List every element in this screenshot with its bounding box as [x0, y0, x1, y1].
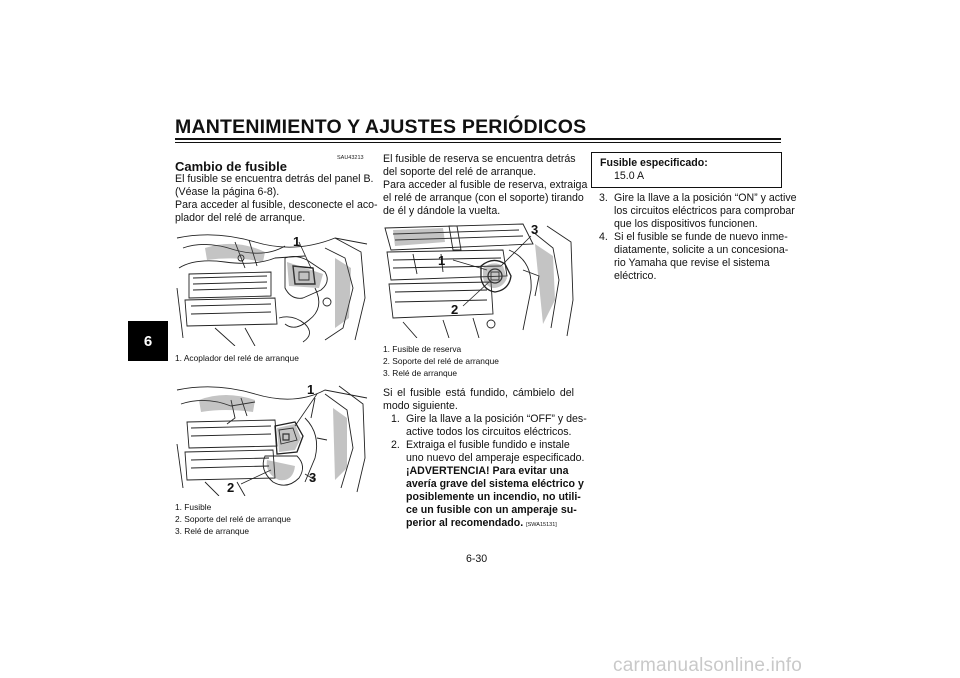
list-item — [391, 413, 587, 426]
step-text: Gire la llave a la posición “ON” y active — [614, 192, 797, 204]
warning-text: ¡ADVERTENCIA! Para evitar una — [406, 465, 569, 477]
warning-line — [391, 504, 575, 517]
text-line: plador del relé de arranque. — [175, 212, 306, 224]
step-number: 3. — [599, 192, 608, 204]
chapter-tab: 6 — [128, 321, 168, 361]
callout-label: 3 — [531, 222, 539, 237]
caption-line: 2. Soporte del relé de arranque — [175, 514, 291, 524]
figure-caption — [175, 352, 299, 364]
step-text: diatamente, solicite a un concesiona- — [614, 244, 789, 256]
caption-line: 3. Relé de arranque — [175, 526, 250, 536]
callout-label: 3 — [309, 470, 317, 485]
page-number: 6-30 — [466, 553, 488, 565]
caption-line: 3. Relé de arranque — [383, 368, 458, 378]
step-number: 2. — [391, 439, 400, 451]
figure-illustration — [175, 228, 369, 346]
list-item-cont — [391, 426, 575, 439]
figure-reserve-fuse — [383, 220, 575, 338]
text-line: del soporte del relé de arranque. — [383, 166, 537, 178]
step-text: Extraiga el fusible fundido e instale — [406, 439, 570, 451]
text-line: El fusible se encuentra detrás del panel B. — [175, 173, 374, 185]
reserve-fuse-paragraph — [383, 153, 588, 218]
text-line: Para acceder al fusible de reserva, extraiga — [383, 179, 588, 191]
caption-line: 2. Soporte del relé de arranque — [383, 356, 499, 366]
list-item-cont — [599, 205, 795, 218]
text-line: el relé de arranque (con el soporte) tirando — [383, 192, 584, 204]
text-line: Para acceder al fusible, desconecte el aco- — [175, 199, 378, 211]
replace-intro — [383, 387, 574, 413]
figure-illustration — [175, 378, 369, 496]
warning-text — [406, 517, 557, 532]
text-line: de él y dándole la vuelta. — [383, 205, 501, 217]
list-item — [599, 231, 788, 244]
step-text: que los dispositivos funcionen. — [614, 218, 758, 230]
section-heading: Cambio de fusible — [175, 159, 287, 174]
header-rule-thin — [175, 142, 781, 143]
figure-caption — [383, 343, 499, 379]
warning-line — [391, 517, 575, 530]
intro-paragraph — [175, 173, 378, 225]
step-text: los circuitos eléctricos para comprobar — [614, 205, 795, 217]
warning-text: posiblemente un incendio, no utili- — [406, 491, 581, 503]
steps-list — [391, 413, 587, 530]
list-item-cont — [599, 218, 781, 231]
list-item-cont — [391, 452, 585, 465]
step-text: uno nuevo del amperaje especificado. — [406, 452, 585, 464]
text-line: Si el fusible está fundido, cámbielo del — [383, 387, 574, 399]
page-title: MANTENIMIENTO Y AJUSTES PERIÓDICOS — [175, 116, 587, 138]
warning-code: [SWA15131] — [526, 522, 557, 528]
list-item-cont — [599, 257, 781, 270]
step-text: rio Yamaha que revise el sistema — [614, 257, 770, 269]
step-number: 4. — [599, 231, 608, 243]
steps-list-continued — [599, 192, 797, 283]
warning-line — [391, 465, 575, 478]
step-text: eléctrico. — [614, 270, 657, 282]
figure-caption — [175, 501, 291, 537]
text-line: modo siguiente. — [383, 400, 458, 412]
text-line: (Véase la página 6-8). — [175, 186, 280, 198]
step-text: active todos los circuitos eléctricos. — [406, 426, 572, 438]
callout-label: 2 — [451, 302, 459, 317]
step-text: Si el fusible se funde de nuevo inme- — [614, 231, 788, 243]
text-line: El fusible de reserva se encuentra detrás — [383, 153, 576, 165]
warning-line — [391, 491, 581, 504]
step-number: 1. — [391, 413, 400, 425]
step-text: Gire la llave a la posición “OFF” y des- — [406, 413, 587, 425]
figure-starter-relay-coupler — [175, 228, 369, 346]
caption-line: 1. Fusible — [175, 502, 212, 512]
callout-label: 1 — [438, 253, 446, 268]
header-rule — [175, 138, 781, 140]
callout-label: 2 — [227, 480, 235, 495]
warning-line — [391, 478, 584, 491]
section-code: SAU43213 — [337, 155, 364, 161]
warning-text: ce un fusible con un amperaje su- — [406, 504, 577, 516]
list-item-cont — [599, 270, 781, 283]
warning-text: avería grave del sistema eléctrico y — [406, 478, 584, 490]
callout-label: 1 — [293, 234, 301, 249]
callout-label: 1 — [307, 382, 315, 397]
list-item — [599, 192, 797, 205]
caption-line: 1. Acoplador del relé de arranque — [175, 353, 299, 363]
spec-title: Fusible especificado: — [600, 157, 708, 169]
figure-illustration — [383, 220, 575, 338]
spec-value: 15.0 A — [614, 170, 645, 182]
list-item — [391, 439, 575, 452]
watermark: carmanualsonline.info — [613, 655, 803, 676]
warning-text-end: perior al recomendado. — [406, 517, 524, 529]
caption-line: 1. Fusible de reserva — [383, 344, 462, 354]
fuse-spec-box — [591, 152, 782, 188]
figure-fuse — [175, 378, 369, 496]
list-item-cont — [599, 244, 789, 257]
